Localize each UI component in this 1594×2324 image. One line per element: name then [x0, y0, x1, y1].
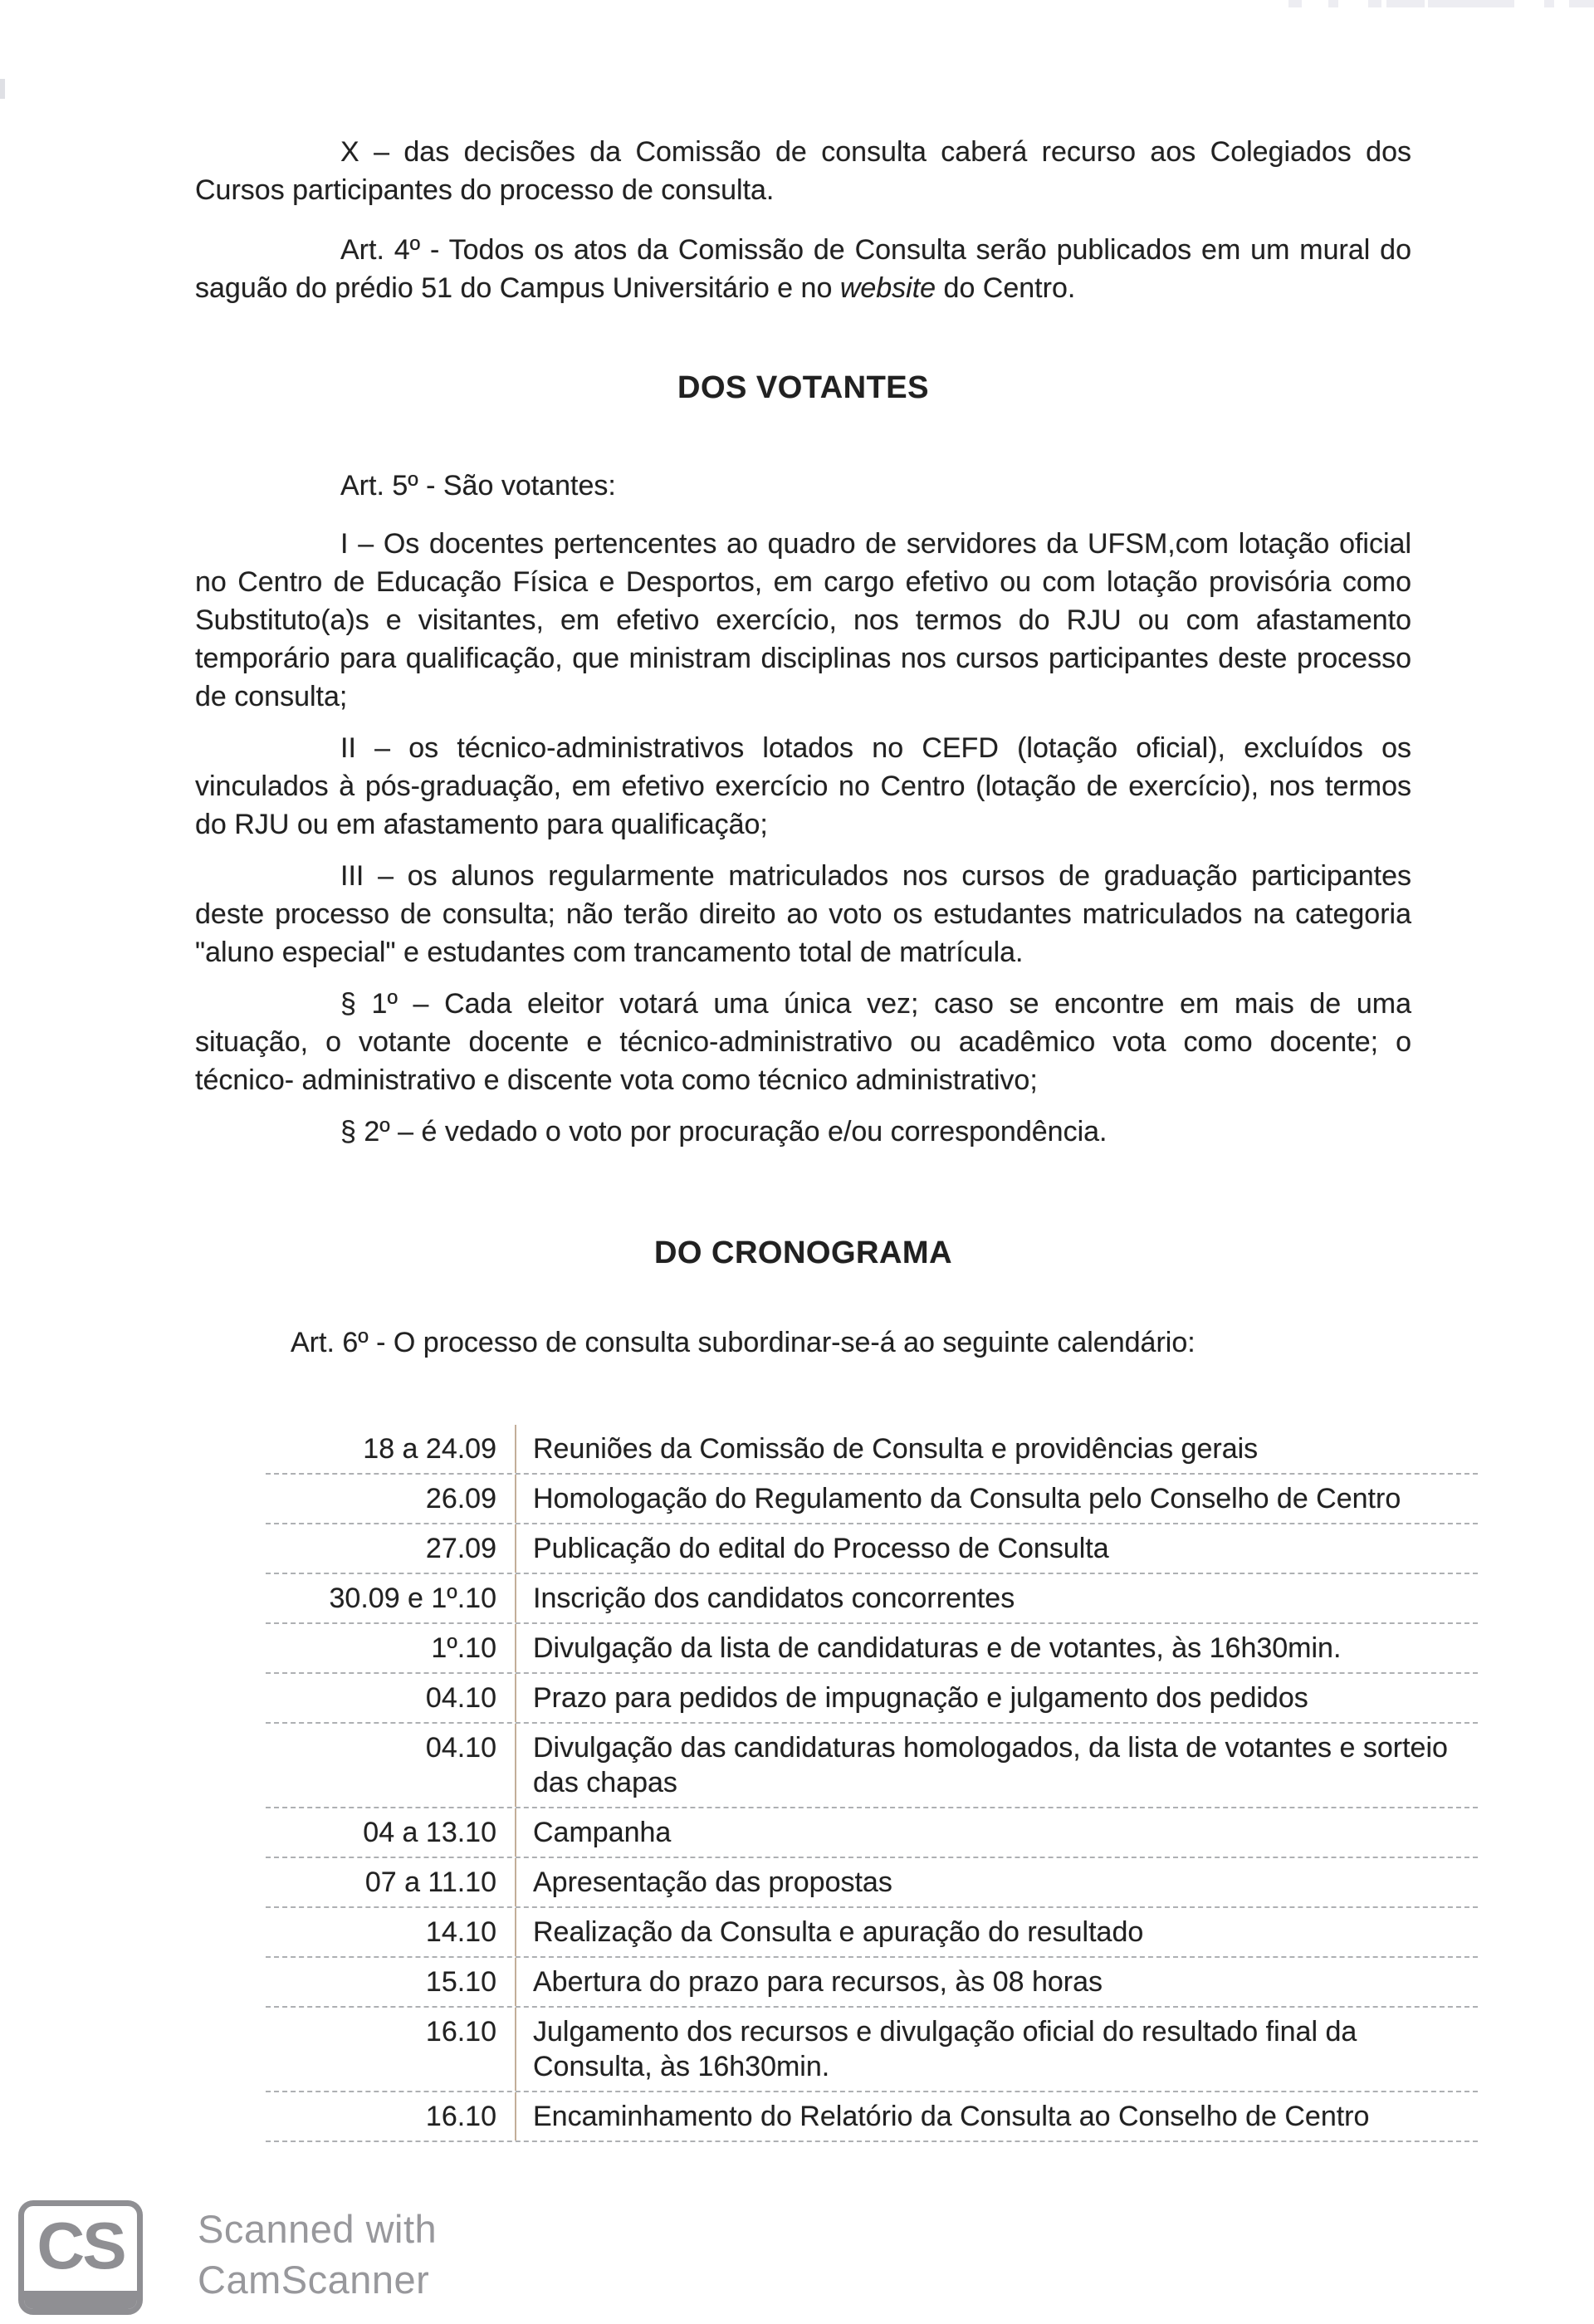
- table-row: [266, 2092, 1478, 2142]
- schedule-date-cell: 15.10: [266, 1958, 516, 2006]
- schedule-date-cell: 16.10: [266, 2092, 516, 2141]
- schedule-table: [266, 1425, 1478, 2142]
- paragraph-par2: § 2º – é vedado o voto por procuração e/ou correspondência.: [340, 1116, 1107, 1147]
- paragraph-item-ii: II – os técnico-administrativos lotados no CEFD (lotação oficial), excluídos os vinculados à pós-graduação, em efetivo exercício no Centro (lotação de exercício), nos termos do RJU ou em afastamento para qualificação;: [195, 732, 1411, 840]
- schedule-event-cell: Campanha: [533, 1817, 672, 1848]
- schedule-event-cell: Apresentação das propostas: [533, 1867, 892, 1898]
- table-row: [266, 1808, 1478, 1858]
- schedule-date-cell: 16.10: [266, 2008, 516, 2091]
- table-row: [266, 1724, 1478, 1808]
- document-body: [195, 0, 1448, 2142]
- table-row: [266, 1475, 1478, 1524]
- art4-website-italic: website: [839, 272, 936, 304]
- schedule-event-cell: Publicação do edital do Processo de Consulta: [533, 1533, 1109, 1564]
- schedule-date-cell: 26.09: [266, 1475, 516, 1523]
- paragraph-art4: [195, 231, 1411, 307]
- scan-artifact: [1569, 0, 1594, 7]
- schedule-event-cell: Divulgação da lista de candidaturas e de votantes, às 16h30min.: [533, 1632, 1342, 1664]
- paragraph-art6: Art. 6º - O processo de consulta subordinar-se-á ao seguinte calendário:: [291, 1327, 1196, 1358]
- schedule-event-cell: Divulgação das candidaturas homologados, da lista de votantes e sorteio das chapas: [533, 1732, 1448, 1798]
- scan-artifact: [1428, 0, 1514, 7]
- paragraph-par1: § 1º – Cada eleitor votará uma única vez; caso se encontre em mais de uma situação, o votante docente e técnico-administrativo ou acadêmico vota como docente; o técnico- administrativo e discente vota como técnico administrativo;: [195, 988, 1411, 1096]
- schedule-event-cell: Inscrição dos candidatos concorrentes: [533, 1583, 1015, 1614]
- schedule-date-cell: 07 a 11.10: [266, 1858, 516, 1906]
- scan-artifact: [1544, 0, 1554, 7]
- camscanner-watermark-text: [198, 2204, 437, 2305]
- table-row: [266, 2008, 1478, 2092]
- table-row: [266, 1858, 1478, 1908]
- schedule-event-cell: Prazo para pedidos de impugnação e julgamento dos pedidos: [533, 1682, 1308, 1714]
- table-row: [266, 1425, 1478, 1475]
- schedule-event-cell: Realização da Consulta e apuração do resultado: [533, 1916, 1144, 1948]
- watermark-line2: CamScanner: [198, 2258, 430, 2302]
- schedule-date-cell: 04.10: [266, 1674, 516, 1722]
- schedule-event-cell: Julgamento dos recursos e divulgação oficial do resultado final da Consulta, às 16h30min.: [533, 2016, 1357, 2082]
- schedule-date-cell: 30.09 e 1º.10: [266, 1574, 516, 1622]
- table-row: [266, 1958, 1478, 2008]
- schedule-date-cell: 04 a 13.10: [266, 1808, 516, 1857]
- table-row: [266, 1524, 1478, 1574]
- section-heading-dos-votantes: DOS VOTANTES: [677, 370, 929, 405]
- watermark-line1: Scanned with: [198, 2207, 438, 2251]
- table-row: [266, 1624, 1478, 1674]
- section-heading-do-cronograma: DO CRONOGRAMA: [653, 1235, 953, 1270]
- schedule-date-cell: 1º.10: [266, 1624, 516, 1672]
- schedule-event-cell: Abertura do prazo para recursos, às 08 horas: [533, 1966, 1103, 1998]
- schedule-event-cell: Reuniões da Comissão de Consulta e providências gerais: [533, 1433, 1259, 1465]
- schedule-date-cell: 18 a 24.09: [266, 1425, 516, 1473]
- schedule-date-cell: 04.10: [266, 1724, 516, 1807]
- schedule-event-cell: Homologação do Regulamento da Consulta pelo Conselho de Centro: [533, 1483, 1401, 1514]
- camscanner-logo-letters: CS: [37, 2209, 125, 2282]
- paragraph-item-x: X – das decisões da Comissão de consulta caberá recurso aos Colegiados dos Cursos participantes do processo de consulta.: [195, 136, 1411, 206]
- schedule-date-cell: 27.09: [266, 1524, 516, 1573]
- schedule-event-cell: Encaminhamento do Relatório da Consulta ao Conselho de Centro: [533, 2101, 1370, 2132]
- table-row: [266, 1908, 1478, 1958]
- scan-artifact: [0, 79, 5, 99]
- table-row: [266, 1674, 1478, 1724]
- schedule-date-cell: 14.10: [266, 1908, 516, 1956]
- paragraph-item-iii: III – os alunos regularmente matriculados nos cursos de graduação participantes deste processo de consulta; não terão direito ao voto os estudantes matriculados na categoria "aluno especial" e estudantes com trancamento total de matrícula.: [195, 860, 1411, 968]
- table-row: [266, 1574, 1478, 1624]
- art4-text: Art. 4º - Todos os atos da Comissão de Consulta serão publicados em um mural do saguão do prédio 51 do Campus Universitário e no: [195, 234, 1411, 304]
- art4-text-end: do Centro.: [936, 272, 1076, 304]
- paragraph-item-i: I – Os docentes pertencentes ao quadro de servidores da UFSM,com lotação oficial no Centro de Educação Física e Desportos, em cargo efetivo ou com lotação provisória como Substituto(a)s e visitantes, em efetivo exercício, nos termos do RJU ou com afastamento temporário para qualificação, que ministram disciplinas nos cursos participantes deste processo de consulta;: [195, 528, 1411, 712]
- camscanner-logo-bar: [24, 2291, 137, 2309]
- paragraph-art5: Art. 5º - São votantes:: [340, 470, 616, 501]
- camscanner-logo-icon: [18, 2200, 143, 2315]
